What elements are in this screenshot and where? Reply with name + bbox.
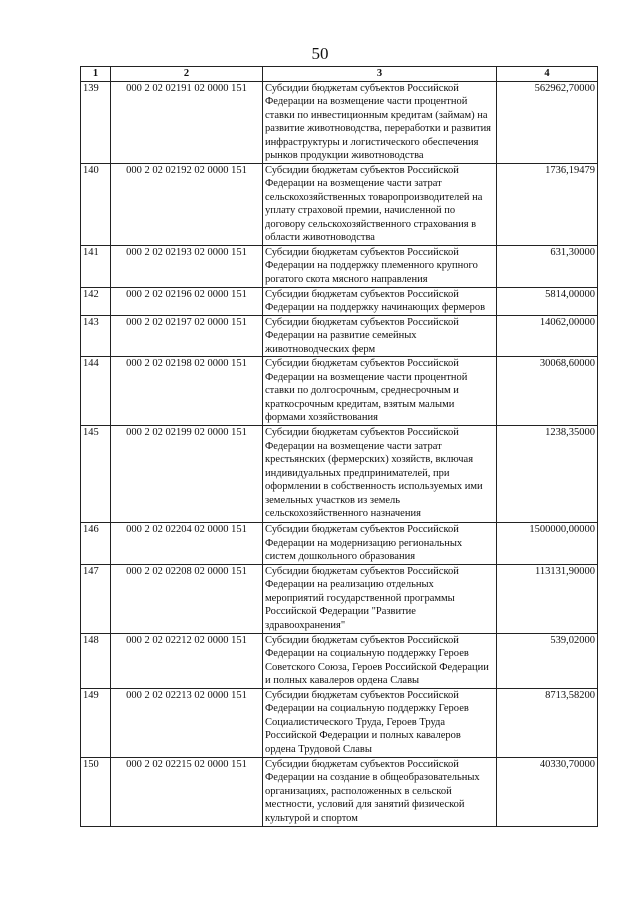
header-col-3: 3: [263, 67, 497, 82]
budget-code: 000 2 02 02215 02 0000 151: [111, 757, 263, 826]
table-row: [81, 426, 598, 523]
row-amount: 1500000,00000: [497, 523, 598, 565]
row-amount: 5814,00000: [497, 287, 598, 315]
row-description: Субсидии бюджетам субъектов Российской Федерации на поддержку племенного крупного рогатого скота мясного направления: [263, 245, 497, 287]
budget-code: 000 2 02 02212 02 0000 151: [111, 633, 263, 688]
row-amount: 30068,60000: [497, 357, 598, 426]
table-row: [81, 688, 598, 757]
table-row: [81, 523, 598, 565]
budget-code: 000 2 02 02192 02 0000 151: [111, 163, 263, 245]
row-description: Субсидии бюджетам субъектов Российской Федерации на реализацию отдельных мероприятий государственной программы Российской Федерации "Развитие здравоохранения": [263, 564, 497, 633]
table-row: [81, 315, 598, 357]
row-number: 141: [81, 245, 111, 287]
budget-code: 000 2 02 02196 02 0000 151: [111, 287, 263, 315]
row-amount: 1238,35000: [497, 426, 598, 523]
row-number: 149: [81, 688, 111, 757]
budget-table: [80, 66, 598, 827]
row-amount: 539,02000: [497, 633, 598, 688]
header-col-4: 4: [497, 67, 598, 82]
budget-code: 000 2 02 02193 02 0000 151: [111, 245, 263, 287]
table-row: [81, 357, 598, 426]
row-number: 144: [81, 357, 111, 426]
table-row: [81, 163, 598, 245]
budget-code: 000 2 02 02204 02 0000 151: [111, 523, 263, 565]
row-number: 146: [81, 523, 111, 565]
row-amount: 1736,19479: [497, 163, 598, 245]
row-number: 150: [81, 757, 111, 826]
row-description: Субсидии бюджетам субъектов Российской Федерации на модернизацию региональных систем дошкольного образования: [263, 523, 497, 565]
row-amount: 562962,70000: [497, 81, 598, 163]
budget-code: 000 2 02 02199 02 0000 151: [111, 426, 263, 523]
row-amount: 40330,70000: [497, 757, 598, 826]
budget-code: 000 2 02 02208 02 0000 151: [111, 564, 263, 633]
table-row: [81, 245, 598, 287]
budget-code: 000 2 02 02198 02 0000 151: [111, 357, 263, 426]
table-row: [81, 287, 598, 315]
header-col-2: 2: [111, 67, 263, 82]
row-number: 143: [81, 315, 111, 357]
budget-code: 000 2 02 02213 02 0000 151: [111, 688, 263, 757]
row-amount: 14062,00000: [497, 315, 598, 357]
page-number: 50: [311, 44, 329, 63]
row-amount: 113131,90000: [497, 564, 598, 633]
row-description: Субсидии бюджетам субъектов Российской Федерации на возмещение части затрат крестьянских (фермерских) хозяйств, включая индивидуальных предпринимателей, при оформлении в собственность используемых ими земельных участков из земель сельскохозяйственного назначения: [263, 426, 497, 523]
row-description: Субсидии бюджетам субъектов Российской Федерации на возмещение части затрат сельскохозяйственных товаропроизводителей на уплату страховой премии, начисленной по договору сельскохозяйственного страхования в области животноводства: [263, 163, 497, 245]
row-number: 145: [81, 426, 111, 523]
row-description: Субсидии бюджетам субъектов Российской Федерации на создание в общеобразовательных организациях, расположенных в сельской местности, условий для занятий физической культурой и спортом: [263, 757, 497, 826]
table-row: [81, 757, 598, 826]
row-description: Субсидии бюджетам субъектов Российской Федерации на поддержку начинающих фермеров: [263, 287, 497, 315]
row-number: 147: [81, 564, 111, 633]
row-amount: 631,30000: [497, 245, 598, 287]
row-description: Субсидии бюджетам субъектов Российской Федерации на социальную поддержку Героев Социалистического Труда, Героев Труда Российской Федерации и полных кавалеров ордена Трудовой Славы: [263, 688, 497, 757]
row-number: 142: [81, 287, 111, 315]
table-row: [81, 633, 598, 688]
header-col-1: 1: [81, 67, 111, 82]
row-number: 139: [81, 81, 111, 163]
row-number: 148: [81, 633, 111, 688]
row-description: Субсидии бюджетам субъектов Российской Федерации на социальную поддержку Героев Советского Союза, Героев Российской Федерации и полных кавалеров ордена Славы: [263, 633, 497, 688]
row-amount: 8713,58200: [497, 688, 598, 757]
table-row: [81, 564, 598, 633]
row-description: Субсидии бюджетам субъектов Российской Федерации на развитие семейных животноводческих ферм: [263, 315, 497, 357]
row-description: Субсидии бюджетам субъектов Российской Федерации на возмещение части процентной ставки по долгосрочным, среднесрочным и краткосрочным кредитам, взятым малыми формами хозяйствования: [263, 357, 497, 426]
row-number: 140: [81, 163, 111, 245]
budget-code: 000 2 02 02197 02 0000 151: [111, 315, 263, 357]
budget-code: 000 2 02 02191 02 0000 151: [111, 81, 263, 163]
row-description: Субсидии бюджетам субъектов Российской Федерации на возмещение части процентной ставки по инвестиционным кредитам (займам) на развитие животноводства, переработки и развития инфраструктуры и логистического обеспечения рынков продукции животноводства: [263, 81, 497, 163]
table-row: [81, 81, 598, 163]
header-row: [81, 67, 598, 82]
